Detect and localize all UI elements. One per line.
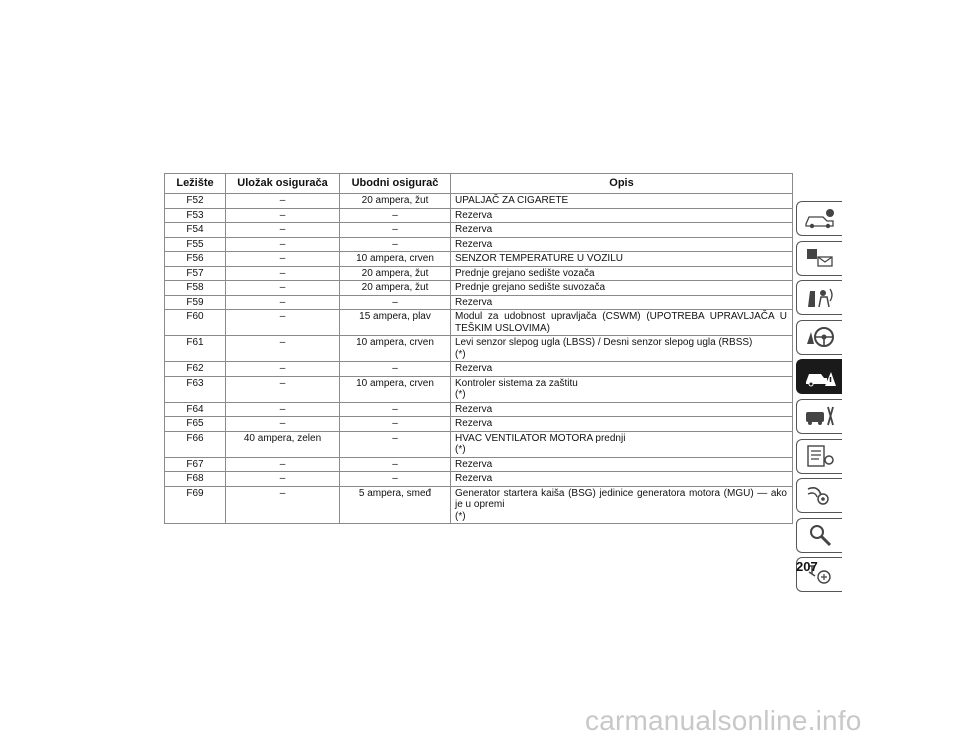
car-info-icon [803, 206, 837, 232]
description-note: (*) [455, 348, 466, 360]
seatbelt-airbag-icon [803, 285, 837, 311]
description-text: Rezerva [455, 238, 493, 250]
cell-blade: – [340, 362, 451, 377]
table-row [165, 295, 793, 310]
cell-description [451, 457, 793, 472]
cell-cartridge: – [226, 208, 340, 223]
cell-cartridge: – [226, 295, 340, 310]
cell-slot: F68 [165, 472, 226, 487]
chapter-side-tabs [796, 201, 842, 597]
cell-slot: F66 [165, 431, 226, 457]
cell-description [451, 237, 793, 252]
watermark: carmanualsonline.info [585, 705, 862, 736]
table-row [165, 457, 793, 472]
cell-cartridge: 40 ampera, zelen [226, 431, 340, 457]
description-text: UPALJAČ ZA CIGARETE [455, 195, 569, 206]
cell-description [451, 417, 793, 432]
cell-cartridge: – [226, 336, 340, 362]
table-row [165, 362, 793, 377]
description-text: Levi senzor slepog ugla (LBSS) / Desni senzor slepog ugla (RBSS) [455, 337, 753, 348]
description-text: Rezerva [455, 403, 493, 415]
description-note: (*) [455, 510, 466, 522]
table-row [165, 336, 793, 362]
cell-slot: F67 [165, 457, 226, 472]
cell-slot: F65 [165, 417, 226, 432]
cell-slot: F59 [165, 295, 226, 310]
cell-cartridge: – [226, 194, 340, 209]
cell-cartridge: – [226, 237, 340, 252]
cell-description [451, 310, 793, 336]
cell-blade: – [340, 431, 451, 457]
cell-blade: 10 ampera, crven [340, 376, 451, 402]
cell-cartridge: – [226, 472, 340, 487]
cell-slot: F60 [165, 310, 226, 336]
page-number: 207 [796, 559, 818, 574]
tab-seatbelt-airbag[interactable] [796, 280, 842, 315]
description-text: Prednje grejano sedište suvozača [455, 282, 606, 293]
table-body [165, 194, 793, 524]
header-slot: Ležište [165, 174, 226, 194]
cell-cartridge: – [226, 402, 340, 417]
cell-slot: F69 [165, 486, 226, 524]
cell-blade: 20 ampera, žut [340, 281, 451, 296]
tab-steering[interactable] [796, 320, 842, 355]
description-text: Rezerva [455, 473, 493, 484]
table-row [165, 486, 793, 524]
cell-cartridge: – [226, 310, 340, 336]
description-text: Rezerva [455, 458, 493, 470]
cell-blade: – [340, 295, 451, 310]
cell-cartridge: – [226, 376, 340, 402]
cell-description [451, 208, 793, 223]
cell-cartridge: – [226, 457, 340, 472]
car-mail-icon [803, 245, 837, 271]
cell-blade: – [340, 223, 451, 238]
description-text: HVAC VENTILATOR MOTORA prednji [455, 432, 626, 444]
roadside-emergency-icon [803, 364, 837, 390]
cell-blade: 15 ampera, plav [340, 310, 451, 336]
cell-description [451, 336, 793, 362]
cell-description [451, 431, 793, 457]
cell-slot: F61 [165, 336, 226, 362]
cell-blade: – [340, 417, 451, 432]
cell-cartridge: – [226, 362, 340, 377]
description-text: Rezerva [455, 224, 493, 235]
cell-slot: F52 [165, 194, 226, 209]
cell-blade: 10 ampera, crven [340, 252, 451, 267]
cell-slot: F63 [165, 376, 226, 402]
cell-slot: F58 [165, 281, 226, 296]
cell-description [451, 362, 793, 377]
description-note: (*) [455, 444, 466, 455]
table-row [165, 431, 793, 457]
tab-car-info[interactable] [796, 201, 842, 236]
cell-cartridge: – [226, 252, 340, 267]
specifications-icon [803, 443, 837, 469]
cell-blade: – [340, 237, 451, 252]
description-text: Generator startera kaiša (BSG) jedinice generatora motora (MGU) — ako je u opremi [455, 487, 787, 510]
cell-description [451, 295, 793, 310]
table-row [165, 310, 793, 336]
tab-car-mail[interactable] [796, 241, 842, 276]
fuse-table [164, 173, 793, 524]
tab-specifications[interactable] [796, 439, 842, 474]
description-text: Rezerva [455, 363, 493, 374]
description-text: Rezerva [455, 209, 493, 221]
description-text: Rezerva [455, 296, 493, 308]
tab-multimedia[interactable] [796, 478, 842, 513]
cell-cartridge: – [226, 417, 340, 432]
cell-description [451, 472, 793, 487]
cell-cartridge: – [226, 281, 340, 296]
cell-description [451, 194, 793, 209]
description-text: Modul za udobnost upravljača (CSWM) (UPOTREBA UPRAVLJAČA U TEŠKIM USLOVIMA) [455, 311, 787, 334]
cell-description [451, 281, 793, 296]
table-row [165, 281, 793, 296]
car-service-tools-icon [803, 403, 837, 429]
cell-description [451, 266, 793, 281]
description-text: Prednje grejano sedište vozača [455, 267, 595, 279]
cell-slot: F55 [165, 237, 226, 252]
tab-search-index[interactable] [796, 518, 842, 553]
cell-blade: 10 ampera, crven [340, 336, 451, 362]
table-row [165, 472, 793, 487]
cell-slot: F57 [165, 266, 226, 281]
cell-description [451, 252, 793, 267]
cell-blade: 5 ampera, smeđ [340, 486, 451, 524]
table-row [165, 266, 793, 281]
table-row [165, 237, 793, 252]
cell-description [451, 376, 793, 402]
table-row [165, 194, 793, 209]
table-row [165, 417, 793, 432]
cell-blade: – [340, 402, 451, 417]
cell-slot: F53 [165, 208, 226, 223]
table-row [165, 402, 793, 417]
cell-blade: – [340, 457, 451, 472]
description-note: (*) [455, 389, 466, 400]
header-blade: Ubodni osigurač [340, 174, 451, 194]
cell-description [451, 402, 793, 417]
tab-roadside-emergency[interactable] [796, 359, 842, 394]
description-text: SENZOR TEMPERATURE U VOZILU [455, 253, 623, 264]
cell-cartridge: – [226, 486, 340, 524]
cell-blade: 20 ampera, žut [340, 194, 451, 209]
description-text: Kontroler sistema za zaštitu [455, 377, 578, 389]
steering-wheel-icon [803, 324, 837, 350]
cell-cartridge: – [226, 266, 340, 281]
cell-description [451, 223, 793, 238]
table-row [165, 376, 793, 402]
tab-service[interactable] [796, 399, 842, 434]
header-description: Opis [451, 174, 793, 194]
table-row [165, 252, 793, 267]
cell-cartridge: – [226, 223, 340, 238]
search-index-icon [803, 522, 837, 548]
multimedia-icon [803, 483, 837, 509]
cell-slot: F56 [165, 252, 226, 267]
cell-slot: F64 [165, 402, 226, 417]
description-text: Rezerva [455, 418, 493, 429]
header-cartridge: Uložak osigurača [226, 174, 340, 194]
cell-slot: F62 [165, 362, 226, 377]
table-row [165, 208, 793, 223]
cell-blade: – [340, 208, 451, 223]
cell-description [451, 486, 793, 524]
table-row [165, 223, 793, 238]
cell-slot: F54 [165, 223, 226, 238]
cell-blade: 20 ampera, žut [340, 266, 451, 281]
cell-blade: – [340, 472, 451, 487]
table-header-row [165, 174, 793, 194]
